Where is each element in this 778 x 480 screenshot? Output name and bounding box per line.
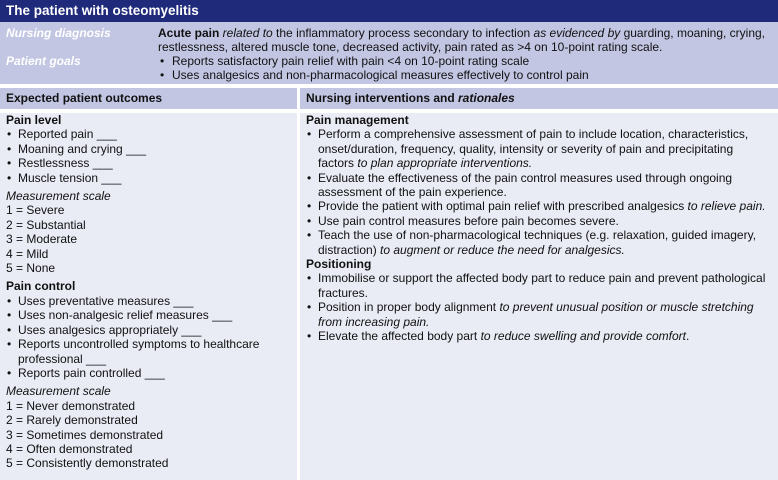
scale-item: 3 = Moderate	[6, 232, 78, 247]
patient-goals-label: Patient goals	[6, 54, 81, 68]
intervention-item	[306, 271, 770, 300]
intervention-item	[306, 171, 770, 200]
interventions-header	[300, 88, 778, 109]
outcome-item: • Reports pain controlled ___	[6, 366, 291, 380]
scale-item: 1 = Severe	[6, 203, 65, 218]
diagnosis-cause: the inflammatory process secondary to infection	[272, 26, 534, 40]
positioning-title: Positioning	[306, 257, 372, 272]
intervention-text: Perform a comprehensive assessment of pain to include location, characteristics, onset/duration, frequency, quality, intensity or severity of pain and precipitating factors	[318, 127, 749, 171]
intervention-item	[306, 329, 770, 343]
outcome-item: • Muscle tension ___	[6, 171, 291, 185]
intervention-item	[306, 300, 770, 329]
goal-item: • Reports satisfactory pain relief with pain <4 on 10-point rating scale	[158, 54, 770, 68]
intervention-item	[306, 127, 770, 170]
pain-management-title: Pain management	[306, 113, 409, 127]
goal-item: • Uses analgesics and non-pharmacological measures effectively to control pain	[158, 68, 770, 82]
outcome-item: • Reports uncontrolled symptoms to healthcare professional ___	[6, 337, 291, 366]
scale-item: 5 = Consistently demonstrated	[6, 456, 169, 471]
outcome-item: • Uses analgesics appropriately ___	[6, 323, 291, 337]
intervention-text: Position in proper body alignment	[318, 300, 500, 315]
scale-item: 3 = Sometimes demonstrated	[6, 427, 164, 442]
outcome-item: • Restlessness ___	[6, 156, 291, 170]
outcome-item: • Uses preventative measures ___	[6, 294, 291, 308]
pain-control-title: Pain control	[6, 279, 76, 294]
scale-item: 2 = Rarely demonstrated	[6, 413, 138, 428]
intervention-item	[306, 199, 770, 213]
intervention-text: Use pain control measures before pain becomes severe.	[318, 213, 619, 228]
pain-level-title: Pain level	[6, 113, 62, 127]
outcome-item: • Reported pain ___	[6, 127, 291, 141]
column-divider	[297, 88, 300, 480]
outcome-item: • Uses non-analgesic relief measures ___	[6, 308, 291, 322]
measurement-scale-title: Measurement scale	[6, 189, 111, 204]
patient-goals-list	[158, 54, 770, 83]
scale-item: 2 = Substantial	[6, 217, 86, 232]
rationale-text: to plan appropriate interventions.	[357, 156, 533, 171]
rationales-header-text: rationales	[458, 91, 515, 105]
diagnosis-evidence: guarding, moaning, crying, restlessness, altered muscle tone, decreased activity, pain rated as >4 on 10-point rating scale.	[158, 26, 765, 55]
diagnosis-related-to: related to	[219, 26, 273, 40]
interventions-header-text: Nursing interventions and	[306, 91, 459, 105]
rationale-text: to prevent unusual position or muscle stretching from increasing pain.	[318, 300, 754, 329]
scale-item: 1 = Never demonstrated	[6, 398, 136, 413]
intervention-text: Immobilise or support the affected body part to reduce pain and prevent pathological fractures.	[318, 271, 766, 300]
scale-item: 4 = Mild	[6, 246, 49, 261]
scale-item: 5 = None	[6, 261, 56, 276]
rationale-text: to relieve pain.	[687, 199, 766, 214]
intervention-text: Evaluate the effectiveness of the pain control measures used through ongoing assessment of the pain experience.	[318, 170, 733, 200]
rationale-text: to reduce swelling and provide comfort	[480, 329, 687, 344]
table-title: The patient with osteomyelitis	[0, 0, 778, 22]
intervention-item	[306, 214, 770, 228]
diagnosis-goals-panel	[0, 22, 778, 84]
measurement-scale-title: Measurement scale	[6, 384, 111, 399]
outcomes-column	[6, 113, 291, 471]
interventions-column	[306, 113, 770, 344]
outcomes-header: Expected patient outcomes	[0, 88, 297, 109]
intervention-text: Elevate the affected body part	[318, 329, 481, 344]
nursing-diagnosis-label: Nursing diagnosis	[6, 26, 111, 40]
diagnosis-lead: Acute pain	[158, 26, 220, 40]
punctuation: .	[686, 329, 690, 344]
intervention-item	[306, 228, 770, 257]
intervention-text: Provide the patient with optimal pain relief with prescribed analgesics	[318, 199, 688, 214]
nursing-diagnosis-text	[158, 26, 770, 55]
rationale-text: to augment or reduce the need for analgesics.	[380, 242, 625, 257]
scale-item: 4 = Often demonstrated	[6, 441, 133, 456]
intervention-text: Teach the use of non-pharmacological techniques (e.g. relaxation, guided imagery, distraction)	[318, 228, 757, 257]
outcome-item: • Moaning and crying ___	[6, 142, 291, 156]
diagnosis-evidenced-by: as evidenced by	[533, 26, 621, 40]
